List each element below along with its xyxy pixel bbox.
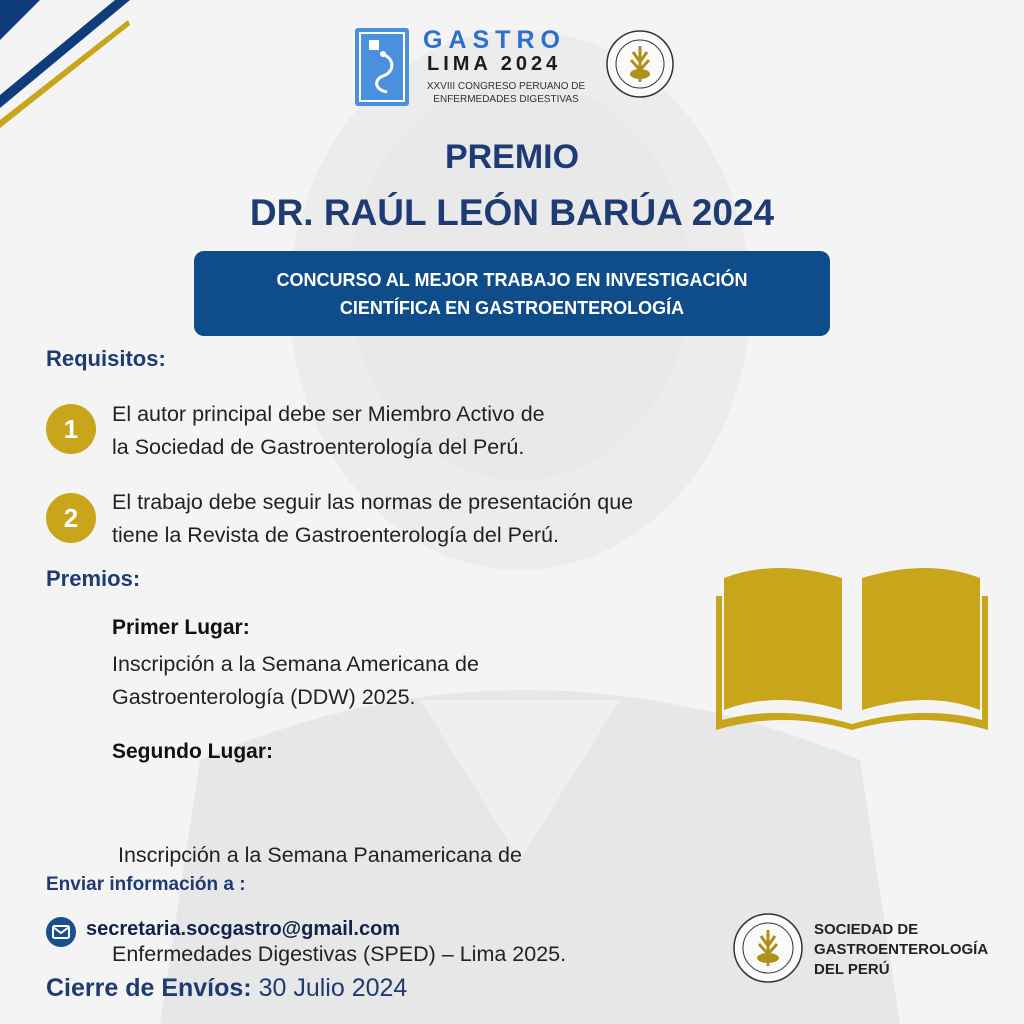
header: [355, 26, 675, 108]
corner-stripes: [0, 0, 130, 150]
gastro-title: GASTRO: [423, 26, 566, 54]
banner-line-1: CONCURSO AL MEJOR TRABAJO EN INVESTIGACIÓN: [276, 269, 748, 290]
contact-email-link[interactable]: secretaria.socgastro@gmail.com: [86, 918, 401, 940]
contact-heading: Enviar información a :: [46, 874, 246, 895]
requirement-1: El autor principal debe ser Miembro Activo de la Sociedad de Gastroenterología del Perú.: [112, 402, 545, 459]
requirement-2: El trabajo debe seguir las normas de presentación que tiene la Revista de Gastroenterología del Perú.: [112, 490, 634, 547]
gastro-lima-logo-icon: [355, 28, 409, 106]
title-award-name: DR. RAÚL LEÓN BARÚA 2024: [249, 192, 775, 233]
deadline-month-year: Julio 2024: [286, 974, 408, 1002]
society-seal-icon: [732, 908, 804, 990]
second-prize-text: Inscripción a la Semana Panamericana de Enfermedades Digestivas (SPED) – Lima 2025.: [112, 843, 567, 966]
requirement-number-2: 2: [46, 493, 96, 543]
contest-banner: [194, 251, 830, 336]
banner-line-2: CIENTÍFICA EN GASTROENTEROLOGÍA: [339, 297, 685, 318]
society-name: SOCIEDAD DE GASTROENTEROLOGÍA DEL PERÚ: [814, 921, 989, 978]
first-prize-text: Inscripción a la Semana Americana de Gastroenterología (DDW) 2025.: [112, 652, 479, 709]
first-prize-title: Primer Lugar:: [112, 616, 250, 639]
requisitos-heading: Requisitos:: [46, 346, 166, 371]
deadline-day: 30: [258, 974, 287, 1002]
deadline: [46, 974, 407, 1003]
congress-name: XXVIII CONGRESO PERUANO DE ENFERMEDADES DIGESTIVAS: [426, 81, 586, 105]
second-prize-title: Segundo Lugar:: [112, 740, 273, 763]
mail-icon: [46, 917, 76, 947]
requirement-number-1: 1: [46, 404, 96, 454]
society-seal-icon: [605, 26, 675, 102]
deadline-label: Cierre de Envíos:: [46, 974, 252, 1002]
open-book-icon: [716, 560, 988, 742]
premios-heading: Premios:: [46, 566, 141, 591]
title-premio: PREMIO: [444, 138, 580, 176]
lima-2024-label: LIMA 2024: [427, 53, 562, 75]
